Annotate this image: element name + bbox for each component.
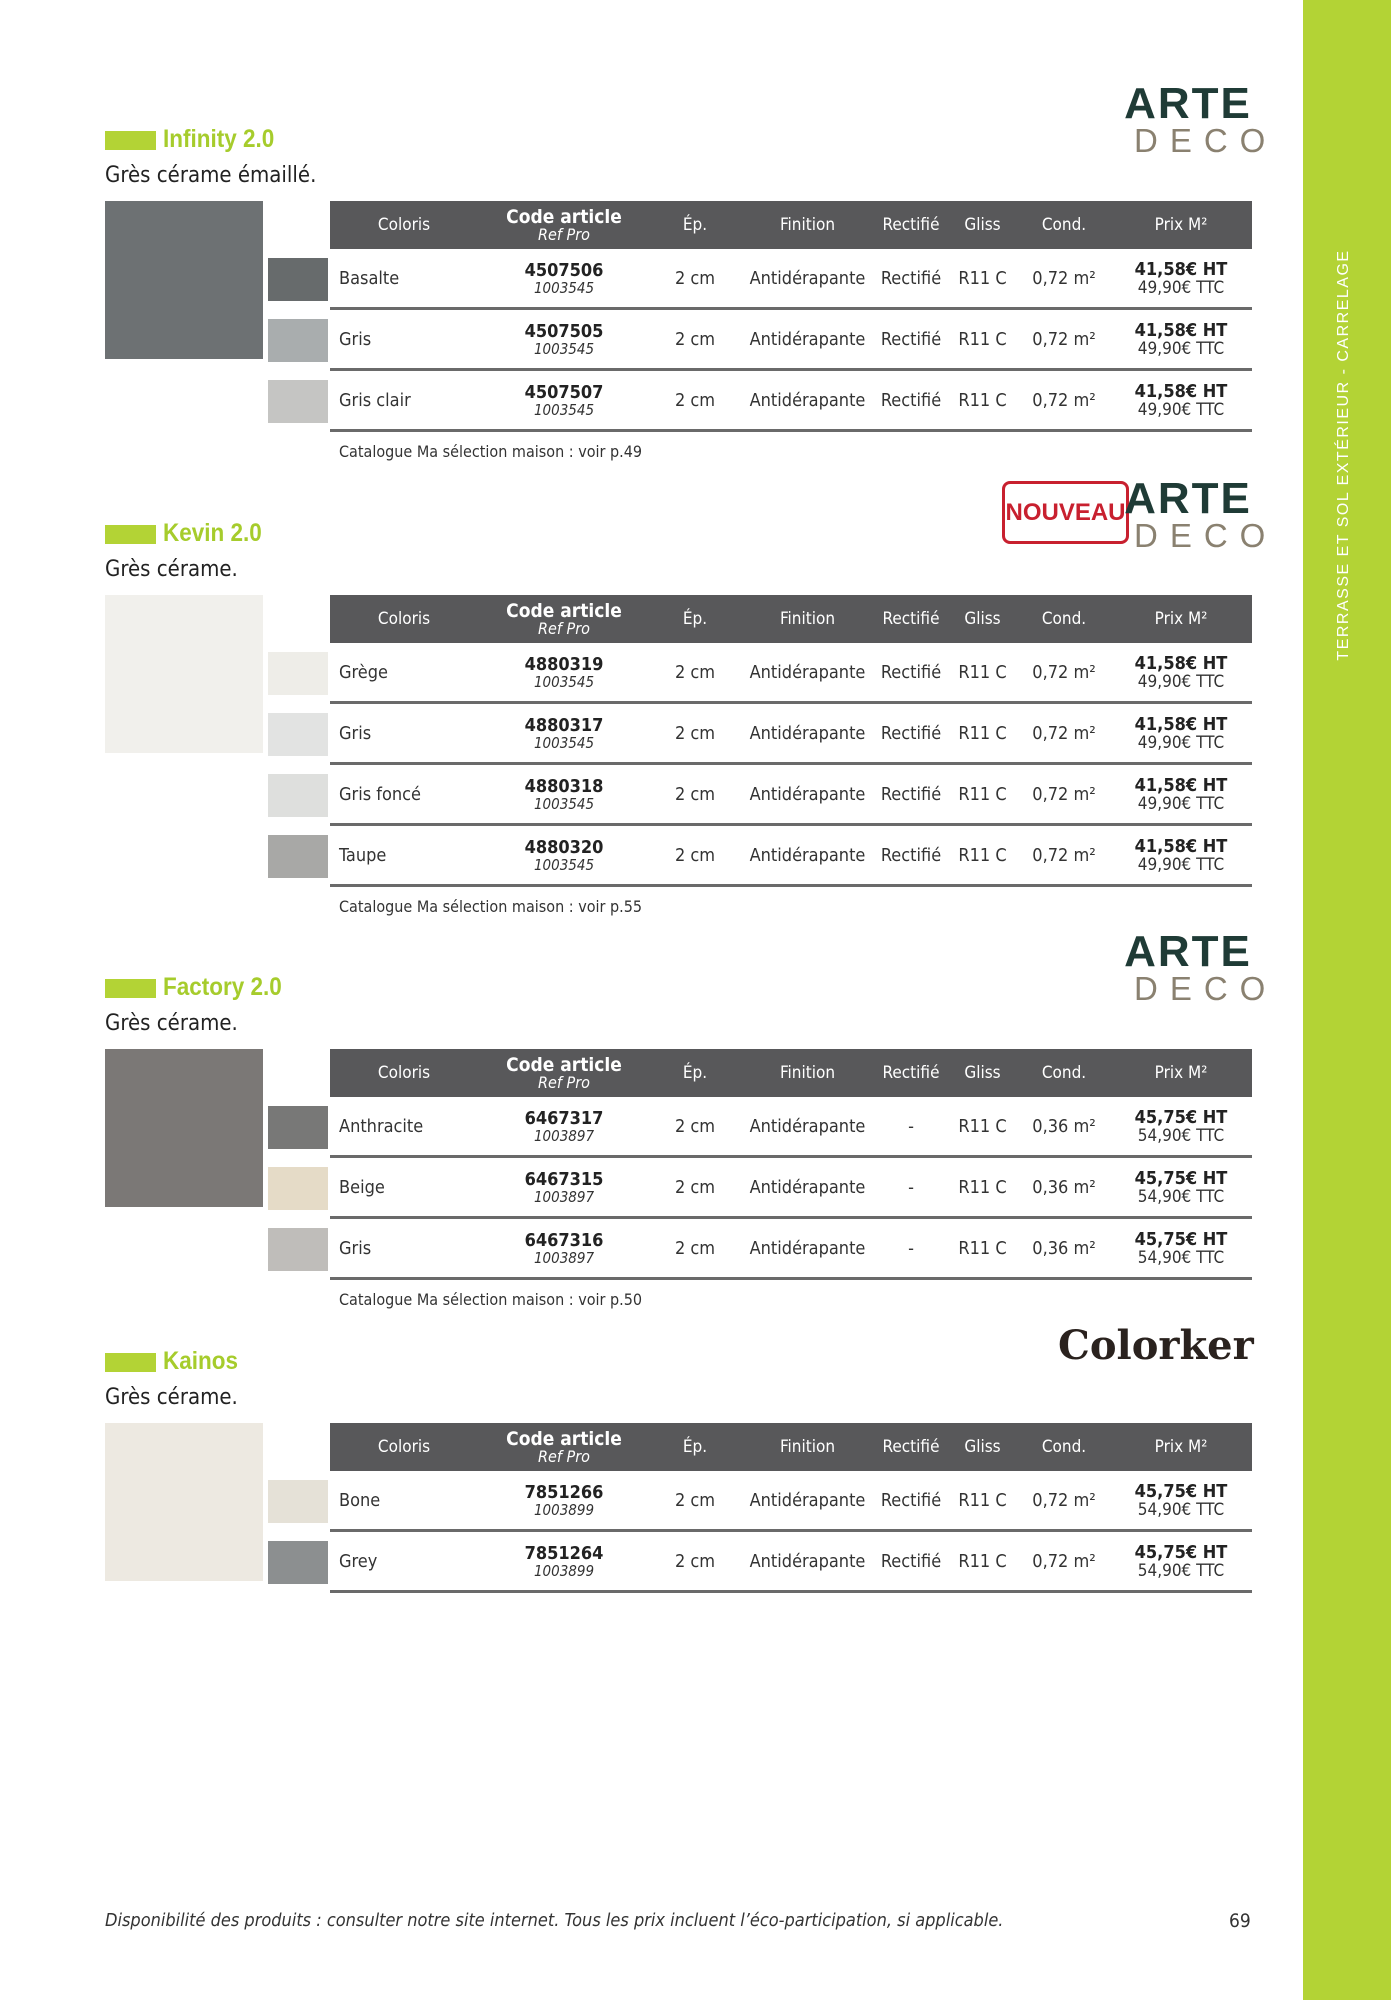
- cell-finition: Antidérapante: [749, 1550, 866, 1572]
- product-table: [330, 595, 1252, 916]
- catalogue-note: Catalogue Ma sélection maison : voir p.55: [339, 897, 643, 916]
- cell-ep: 2 cm: [674, 783, 716, 805]
- cell-cond: 0,72 m²: [1032, 844, 1096, 866]
- cell-prix: 41,58€ HT 49,90€ TTC: [1134, 652, 1228, 692]
- cell-gliss: R11 C: [958, 1176, 1007, 1198]
- product-title: Kevin 2.0: [163, 519, 262, 547]
- cell-cond: 0,72 m²: [1032, 328, 1096, 350]
- cell-gliss: R11 C: [958, 661, 1007, 683]
- header-code: Code article Ref Pro: [506, 1427, 622, 1466]
- header-prix: Prix M²: [1154, 215, 1208, 235]
- cell-code: 6467316 1003897: [524, 1229, 604, 1267]
- cell-coloris: Gris: [339, 328, 372, 350]
- cell-rectifie: Rectifié: [880, 1489, 942, 1511]
- cell-ep: 2 cm: [674, 1176, 716, 1198]
- product-image: [105, 1049, 263, 1207]
- header-cond: Cond.: [1041, 1437, 1087, 1457]
- table-row: [330, 371, 1252, 432]
- section-marker: [105, 525, 156, 544]
- cell-coloris: Grey: [339, 1550, 378, 1572]
- arte-deco-logo: ARTE DECO: [1124, 79, 1278, 159]
- cell-finition: Antidérapante: [749, 328, 866, 350]
- header-finition: Finition: [779, 1063, 836, 1083]
- cell-finition: Antidérapante: [749, 267, 866, 289]
- color-swatch: [268, 774, 328, 817]
- header-finition: Finition: [779, 609, 836, 629]
- cell-gliss: R11 C: [958, 1115, 1007, 1137]
- header-gliss: Gliss: [964, 1063, 1001, 1083]
- cell-code: 4507506 1003545: [524, 259, 604, 297]
- cell-prix: 45,75€ HT 54,90€ TTC: [1134, 1541, 1228, 1581]
- header-gliss: Gliss: [964, 215, 1001, 235]
- color-swatch: [268, 835, 328, 878]
- table-row: [330, 704, 1252, 765]
- cell-ep: 2 cm: [674, 1489, 716, 1511]
- cell-prix: 41,58€ HT 49,90€ TTC: [1134, 380, 1228, 420]
- cell-code: 7851266 1003899: [524, 1481, 604, 1519]
- cell-gliss: R11 C: [958, 389, 1007, 411]
- header-coloris: Coloris: [377, 215, 431, 235]
- cell-coloris: Taupe: [339, 844, 387, 866]
- cell-cond: 0,72 m²: [1032, 783, 1096, 805]
- cell-prix: 41,58€ HT 49,90€ TTC: [1134, 774, 1228, 814]
- product-title: Kainos: [163, 1347, 239, 1375]
- cell-rectifie: Rectifié: [880, 1550, 942, 1572]
- cell-ep: 2 cm: [674, 844, 716, 866]
- header-gliss: Gliss: [964, 609, 1001, 629]
- header-prix: Prix M²: [1154, 1063, 1208, 1083]
- cell-finition: Antidérapante: [749, 1176, 866, 1198]
- catalogue-note: Catalogue Ma sélection maison : voir p.49: [339, 442, 643, 461]
- cell-rectifie: Rectifié: [880, 328, 942, 350]
- cell-coloris: Grège: [339, 661, 389, 683]
- cell-coloris: Anthracite: [339, 1115, 424, 1137]
- table-row: [330, 1097, 1252, 1158]
- nouveau-badge: NOUVEAU: [1002, 481, 1129, 544]
- cell-rectifie: Rectifié: [880, 389, 942, 411]
- product-image: [105, 595, 263, 753]
- cell-code: 4507507 1003545: [524, 381, 604, 419]
- cell-rectifie: -: [908, 1237, 914, 1259]
- header-code: Code article Ref Pro: [506, 1053, 622, 1092]
- table-header: [330, 1049, 1252, 1097]
- header-prix: Prix M²: [1154, 609, 1208, 629]
- cell-prix: 45,75€ HT 54,90€ TTC: [1134, 1167, 1228, 1207]
- cell-rectifie: -: [908, 1115, 914, 1137]
- cell-prix: 45,75€ HT 54,90€ TTC: [1134, 1106, 1228, 1146]
- header-rectifie: Rectifié: [882, 215, 940, 235]
- cell-coloris: Gris: [339, 722, 372, 744]
- category-label: TERRASSE ET SOL EXTÉRIEUR - CARRELAGE: [1335, 249, 1352, 661]
- color-swatch: [268, 1480, 328, 1523]
- cell-prix: 41,58€ HT 49,90€ TTC: [1134, 713, 1228, 753]
- header-cond: Cond.: [1041, 1063, 1087, 1083]
- cell-ep: 2 cm: [674, 722, 716, 744]
- table-row: [330, 1532, 1252, 1593]
- color-swatch: [268, 258, 328, 301]
- page-number: 69: [1229, 1910, 1251, 1932]
- cell-code: 7851264 1003899: [524, 1542, 604, 1580]
- cell-code: 6467317 1003897: [524, 1107, 604, 1145]
- cell-finition: Antidérapante: [749, 1237, 866, 1259]
- cell-gliss: R11 C: [958, 722, 1007, 744]
- section-marker: [105, 1353, 156, 1372]
- cell-prix: 41,58€ HT 49,90€ TTC: [1134, 835, 1228, 875]
- catalogue-note: Catalogue Ma sélection maison : voir p.50: [339, 1290, 643, 1309]
- cell-coloris: Basalte: [339, 267, 400, 289]
- cell-ep: 2 cm: [674, 1115, 716, 1137]
- product-subtitle: Grès cérame.: [105, 1385, 238, 1410]
- cell-finition: Antidérapante: [749, 783, 866, 805]
- header-cond: Cond.: [1041, 609, 1087, 629]
- cell-rectifie: Rectifié: [880, 783, 942, 805]
- cell-gliss: R11 C: [958, 328, 1007, 350]
- cell-finition: Antidérapante: [749, 661, 866, 683]
- cell-prix: 41,58€ HT 49,90€ TTC: [1134, 319, 1228, 359]
- cell-prix: 45,75€ HT 54,90€ TTC: [1134, 1480, 1228, 1520]
- header-ep: Ép.: [682, 1063, 708, 1083]
- product-subtitle: Grès cérame émaillé.: [105, 163, 317, 188]
- cell-finition: Antidérapante: [749, 1489, 866, 1511]
- arte-deco-logo: ARTE DECO: [1124, 474, 1278, 554]
- table-header: [330, 595, 1252, 643]
- header-prix: Prix M²: [1154, 1437, 1208, 1457]
- cell-coloris: Bone: [339, 1489, 381, 1511]
- product-subtitle: Grès cérame.: [105, 557, 238, 582]
- product-image: [105, 201, 263, 359]
- cell-code: 4507505 1003545: [524, 320, 604, 358]
- cell-gliss: R11 C: [958, 783, 1007, 805]
- header-finition: Finition: [779, 215, 836, 235]
- cell-cond: 0,36 m²: [1032, 1115, 1096, 1137]
- table-row: [330, 1219, 1252, 1280]
- cell-rectifie: -: [908, 1176, 914, 1198]
- cell-gliss: R11 C: [958, 1550, 1007, 1572]
- table-row: [330, 826, 1252, 887]
- table-row: [330, 1471, 1252, 1532]
- header-finition: Finition: [779, 1437, 836, 1457]
- product-title: Factory 2.0: [163, 973, 282, 1001]
- color-swatch: [268, 1541, 328, 1584]
- cell-code: 4880320 1003545: [524, 836, 604, 874]
- cell-cond: 0,72 m²: [1032, 661, 1096, 683]
- header-coloris: Coloris: [377, 1063, 431, 1083]
- cell-coloris: Gris: [339, 1237, 372, 1259]
- product-table: [330, 1423, 1252, 1593]
- cell-code: 4880318 1003545: [524, 775, 604, 813]
- table-row: [330, 643, 1252, 704]
- header-ep: Ép.: [682, 609, 708, 629]
- cell-ep: 2 cm: [674, 267, 716, 289]
- section-marker: [105, 131, 156, 150]
- product-table: [330, 1049, 1252, 1309]
- cell-prix: 41,58€ HT 49,90€ TTC: [1134, 258, 1228, 298]
- cell-finition: Antidérapante: [749, 844, 866, 866]
- cell-cond: 0,72 m²: [1032, 1550, 1096, 1572]
- cell-code: 4880317 1003545: [524, 714, 604, 752]
- cell-rectifie: Rectifié: [880, 844, 942, 866]
- cell-rectifie: Rectifié: [880, 661, 942, 683]
- header-coloris: Coloris: [377, 609, 431, 629]
- product-table: [330, 201, 1252, 461]
- color-swatch: [268, 319, 328, 362]
- cell-ep: 2 cm: [674, 661, 716, 683]
- table-row: [330, 310, 1252, 371]
- cell-ep: 2 cm: [674, 328, 716, 350]
- header-cond: Cond.: [1041, 215, 1087, 235]
- cell-cond: 0,36 m²: [1032, 1176, 1096, 1198]
- header-gliss: Gliss: [964, 1437, 1001, 1457]
- cell-coloris: Gris clair: [339, 389, 411, 411]
- cell-coloris: Gris foncé: [339, 783, 422, 805]
- arte-deco-logo: ARTE DECO: [1124, 927, 1278, 1007]
- header-rectifie: Rectifié: [882, 1437, 940, 1457]
- color-swatch: [268, 1228, 328, 1271]
- table-header: [330, 1423, 1252, 1471]
- cell-gliss: R11 C: [958, 844, 1007, 866]
- cell-finition: Antidérapante: [749, 389, 866, 411]
- header-ep: Ép.: [682, 1437, 708, 1457]
- header-ep: Ép.: [682, 215, 708, 235]
- section-marker: [105, 979, 156, 998]
- table-header: [330, 201, 1252, 249]
- header-rectifie: Rectifié: [882, 609, 940, 629]
- cell-cond: 0,72 m²: [1032, 267, 1096, 289]
- cell-ep: 2 cm: [674, 1550, 716, 1572]
- cell-gliss: R11 C: [958, 1489, 1007, 1511]
- cell-code: 4880319 1003545: [524, 653, 604, 691]
- cell-finition: Antidérapante: [749, 1115, 866, 1137]
- cell-ep: 2 cm: [674, 389, 716, 411]
- colorker-logo: Colorker: [1058, 1322, 1254, 1369]
- table-row: [330, 1158, 1252, 1219]
- product-subtitle: Grès cérame.: [105, 1011, 238, 1036]
- color-swatch: [268, 1167, 328, 1210]
- color-swatch: [268, 652, 328, 695]
- cell-cond: 0,36 m²: [1032, 1237, 1096, 1259]
- cell-gliss: R11 C: [958, 267, 1007, 289]
- product-image: [105, 1423, 263, 1581]
- cell-code: 6467315 1003897: [524, 1168, 604, 1206]
- table-row: [330, 249, 1252, 310]
- header-rectifie: Rectifié: [882, 1063, 940, 1083]
- cell-gliss: R11 C: [958, 1237, 1007, 1259]
- footer-note: Disponibilité des produits : consulter notre site internet. Tous les prix incluent l’éco-participation, si applicable.: [105, 1910, 1004, 1931]
- cell-finition: Antidérapante: [749, 722, 866, 744]
- cell-prix: 45,75€ HT 54,90€ TTC: [1134, 1228, 1228, 1268]
- cell-coloris: Beige: [339, 1176, 385, 1198]
- cell-ep: 2 cm: [674, 1237, 716, 1259]
- color-swatch: [268, 713, 328, 756]
- product-title: Infinity 2.0: [163, 125, 275, 153]
- header-code: Code article Ref Pro: [506, 599, 622, 638]
- table-row: [330, 765, 1252, 826]
- header-coloris: Coloris: [377, 1437, 431, 1457]
- color-swatch: [268, 1106, 328, 1149]
- color-swatch: [268, 380, 328, 423]
- cell-cond: 0,72 m²: [1032, 722, 1096, 744]
- cell-rectifie: Rectifié: [880, 722, 942, 744]
- cell-cond: 0,72 m²: [1032, 1489, 1096, 1511]
- cell-rectifie: Rectifié: [880, 267, 942, 289]
- header-code: Code article Ref Pro: [506, 205, 622, 244]
- cell-cond: 0,72 m²: [1032, 389, 1096, 411]
